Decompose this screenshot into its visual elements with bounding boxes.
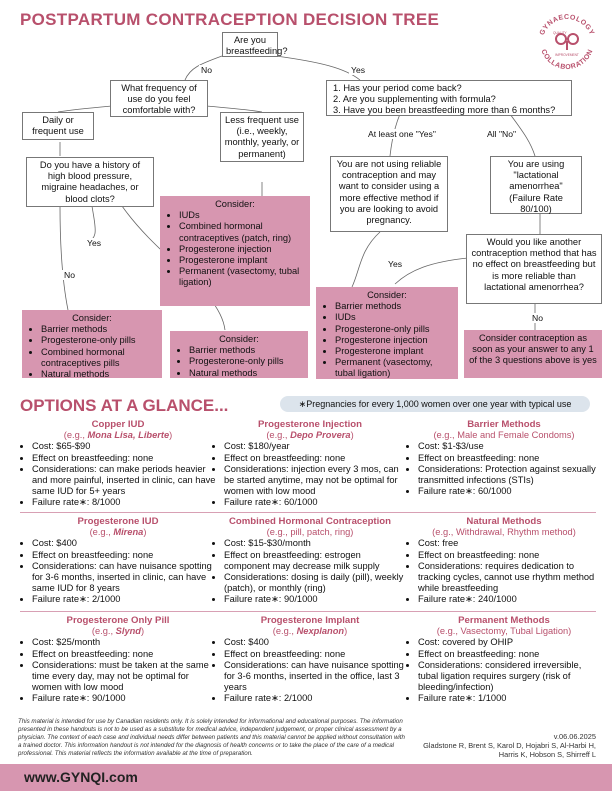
option-detail: • Failure rate∗: 60/1000 [418, 486, 602, 497]
option-detail: • Considerations: requires dedication to tracking cycles, cannot use rhythm method while breastfeeding [418, 561, 602, 595]
q-three-line: 1. Has your period come back? [333, 83, 462, 93]
option-detail: • Cost: covered by OHIP [418, 637, 602, 648]
option-detail: • Failure rate∗: 2/1000 [224, 693, 408, 704]
option-title: Progesterone Injection [258, 419, 362, 430]
logo-bottom-text: COLLABORATION [539, 48, 595, 72]
consider-yes-history-box [170, 331, 308, 378]
option-example [212, 527, 408, 538]
option-example [212, 626, 408, 637]
option-detail: • Failure rate∗: 90/1000 [224, 594, 408, 605]
option-detail: • Failure rate∗: 240/1000 [418, 594, 602, 605]
option-detail: • Effect on breastfeeding: none [32, 550, 216, 561]
option-detail: • Considerations: injection every 3 mos, can be started anytime, may not be optimal for women with low mood [224, 464, 408, 498]
logo-quality-text: QUALITY [553, 31, 567, 35]
option-example [20, 527, 216, 538]
q-history-box [26, 157, 154, 207]
example-brand: Depo Provera [290, 430, 351, 441]
options-title: OPTIONS AT A GLANCE... [20, 396, 229, 415]
list-item: • Combined hormonal contraceptives pills [41, 347, 156, 369]
list-item: • Permanent (vasectomy, tubal ligation) [179, 266, 304, 288]
daily-use-box [22, 112, 94, 140]
option-title: Copper IUD [91, 419, 145, 430]
list-item: • Combined hormonal contraceptives (patch, ring) [179, 221, 304, 243]
logo-top-text: GYNAECOLOGY [538, 13, 596, 37]
option-detail: • Cost: $15-$30/month [224, 538, 408, 549]
not-reliable-box [330, 156, 448, 232]
authors: Gladstone R, Brent S, Karol D, Hojabri S, Al-Harbi H, Harris K, Hobson S, Shirreff L [423, 741, 596, 759]
q-history-text: Do you have a history of high blood pressure, migraine headaches, or blood clots? [39, 160, 141, 204]
example-brand: Mona Lisa, Liberte [87, 430, 170, 441]
website-link[interactable]: www.GYNQI.com [24, 769, 138, 785]
list-item: • Progesterone-only pills [189, 356, 302, 367]
logo-improvement-text: IMPROVEMENT [555, 53, 579, 57]
list-item: • Barrier methods [335, 301, 452, 312]
option-detail: • Failure rate∗: 2/1000 [32, 594, 216, 605]
consider-heading: Consider: [72, 313, 112, 323]
option-detail: • Cost: $400 [224, 637, 408, 648]
example-suffix: ) [350, 430, 354, 441]
option-card [406, 419, 602, 497]
q-frequency-text: What frequency of use do you feel comfortable with? [121, 83, 197, 116]
consider-no-history-box [22, 310, 162, 378]
consider-less-frequent-box [160, 196, 310, 306]
option-card [212, 615, 408, 705]
example-prefix: (e.g., [266, 430, 291, 441]
example-brand: (e.g., Male and Female Condoms) [433, 430, 575, 441]
example-suffix: ) [344, 626, 348, 637]
option-title: Natural Methods [466, 516, 542, 527]
option-card [20, 615, 216, 705]
all-no-label: All "No" [487, 129, 517, 139]
list-item: • Progesterone implant [335, 346, 452, 357]
option-card [20, 516, 216, 606]
option-title: Progesterone Implant [260, 615, 360, 626]
list-item: • Permanent (vasectomy, tubal ligation) [335, 357, 452, 379]
q-frequency-box [110, 80, 208, 117]
option-detail: • Failure rate∗: 90/1000 [32, 693, 216, 704]
q-breastfeeding-box [222, 32, 288, 57]
q-another-box [466, 234, 602, 304]
option-detail: • Considerations: can make periods heavier and more painful, inserted in clinic, can have same IUD for 5+ years [32, 464, 216, 498]
option-title: Permanent Methods [458, 615, 550, 626]
consider-soon-box [464, 330, 602, 378]
less-frequent-box [220, 112, 304, 162]
option-detail: • Effect on breastfeeding: none [32, 453, 216, 464]
page-title: POSTPARTUM CONTRACEPTION DECISION TREE [20, 10, 440, 29]
option-detail: • Effect on breastfeeding: none [224, 453, 408, 464]
list-item: • Barrier methods [41, 324, 156, 335]
version-authors [420, 732, 596, 759]
option-title: Combined Hormonal Contraception [228, 516, 392, 527]
list-item: • IUDs [179, 210, 304, 221]
example-prefix: (e.g., [91, 626, 116, 637]
lactational-box [490, 156, 582, 214]
example-brand: (e.g., pill, patch, ring) [266, 527, 354, 538]
option-example [212, 430, 408, 441]
list-item: • Progesterone-only pills [41, 335, 156, 346]
option-detail: • Effect on breastfeeding: none [418, 649, 602, 660]
option-example [406, 626, 602, 637]
option-card [212, 516, 408, 606]
option-detail: • Considerations: considered irreversible, tubal ligation requires surgery (risk of bleeding/infection) [418, 660, 602, 694]
no-label-history: No [64, 270, 75, 280]
list-item: • IUDs [335, 312, 452, 323]
option-card [20, 419, 216, 509]
option-detail: • Cost: free [418, 538, 602, 549]
option-detail: • Considerations: dosing is daily (pill), weekly (patch), or monthly (ring) [224, 572, 408, 594]
example-brand: (e.g., Withdrawal, Rhythm method) [432, 527, 576, 538]
option-detail: • Effect on breastfeeding: none [418, 550, 602, 561]
example-suffix: ) [169, 430, 173, 441]
at-least-one-label: At least one "Yes" [368, 129, 436, 139]
yes-label-history: Yes [87, 238, 102, 248]
option-detail: • Failure rate∗: 8/1000 [32, 497, 216, 508]
list-item: • Progesterone injection [335, 335, 452, 346]
option-detail: • Considerations: Protection against sexually transmitted infections (STIs) [418, 464, 602, 486]
option-detail: • Effect on breastfeeding: none [224, 649, 408, 660]
example-brand: (e.g., Vasectomy, Tubal Ligation) [436, 626, 572, 637]
yes-label: Yes [351, 65, 366, 75]
consider-breastfeeding-box [316, 287, 458, 379]
q-another-text: Would you like another contraception method that has no effect on breastfeeding but is more reliable than lactational amenorrhea? [471, 237, 597, 292]
not-reliable-text: You are not using reliable contraception and may want to consider using a more effective method if you are looking to avoid pregnancy. [336, 159, 442, 226]
daily-use-text: Daily or frequent use [32, 115, 84, 137]
option-detail: • Considerations: must be taken at the same time every day, may not be optimal for women with low mood [32, 660, 216, 694]
list-item: • Barrier methods [189, 345, 302, 356]
option-detail: • Failure rate∗: 60/1000 [224, 497, 408, 508]
no-label: No [201, 65, 212, 75]
option-detail: • Effect on breastfeeding: estrogen component may decrease milk supply [224, 550, 408, 572]
consider-heading: Consider: [215, 199, 255, 209]
consider-heading: Consider: [219, 334, 259, 344]
option-card [212, 419, 408, 509]
consider-soon-text: Consider contraception as soon as your answer to any 1 of the 3 questions above is yes [469, 333, 597, 366]
disclaimer: This material is intended for use by Canadian residents only. It is solely intended for informational and educational purposes. The information presented in these handouts is not to be used as a substitute for medical advice, independent judgement, or proper clinical assessment by a physician. The context of each case and individual needs differ between patients and this material cannot be applied without consultation with a trained doctor. This information handout is not intended for the diagnosis of health concerns or to take the place of the care of a medical professional. This material reflects the information available at the time of preparation. [18, 718, 405, 757]
row-divider [20, 512, 596, 513]
example-brand: Nexplanon [296, 626, 345, 637]
example-prefix: (e.g., [89, 527, 114, 538]
list-item: • Progesterone-only pills [335, 324, 452, 335]
option-detail: • Cost: $180/year [224, 441, 408, 452]
option-detail: • Effect on breastfeeding: none [32, 649, 216, 660]
list-item: • Progesterone implant [179, 255, 304, 266]
example-prefix: (e.g., [63, 430, 88, 441]
q-breastfeeding-text: Are you breastfeeding? [226, 35, 288, 57]
example-suffix: ) [140, 626, 145, 637]
option-title: Progesterone Only Pill [66, 615, 170, 626]
option-detail: • Effect on breastfeeding: none [418, 453, 602, 464]
list-item: • Natural methods [189, 368, 302, 379]
row-divider [20, 611, 596, 612]
less-frequent-text: Less frequent use (i.e., weekly, monthly, yearly, or permanent) [224, 115, 300, 159]
option-detail: • Considerations: can have nuisance spotting for 3-6 months, inserted in the office, last 3 years [224, 660, 408, 694]
option-title: Barrier Methods [467, 419, 541, 430]
q-three-line: 3. Have you been breastfeeding more than 6 months? [333, 105, 556, 116]
option-detail: • Failure rate∗: 1/1000 [418, 693, 602, 704]
option-example [20, 430, 216, 441]
option-example [406, 527, 602, 538]
example-brand: Mirena [113, 527, 144, 538]
option-detail: • Cost: $1-$3/use [418, 441, 602, 452]
lactational-text: You are using "lactational amenorrhea" (Failure Rate 80/100) [507, 159, 565, 214]
option-detail: • Cost: $65-$90 [32, 441, 216, 452]
option-example [406, 430, 602, 441]
version: v.06.06.2025 [553, 732, 596, 741]
list-item: • Natural methods [41, 369, 156, 380]
example-brand: Slynd [115, 626, 141, 637]
option-example [20, 626, 216, 637]
typical-use-note: ∗Pregnancies for every 1,000 women over one year with typical use [280, 396, 590, 412]
option-card [406, 615, 602, 705]
yes-label-another: Yes [388, 259, 403, 269]
no-label-another: No [532, 313, 543, 323]
consider-heading: Consider: [367, 290, 407, 300]
option-detail: • Cost: $400 [32, 538, 216, 549]
example-suffix: ) [143, 527, 147, 538]
option-detail: • Considerations: can have nuisance spotting for 3-6 months, inserted in clinic, can have same IUD for 8 years [32, 561, 216, 595]
option-card [406, 516, 602, 606]
q-three-line: 2. Are you supplementing with formula? [333, 94, 496, 105]
q-three-box [326, 80, 572, 116]
list-item: • Progesterone injection [179, 244, 304, 255]
option-detail: • Cost: $25/month [32, 637, 216, 648]
option-title: Progesterone IUD [77, 516, 159, 527]
example-prefix: (e.g., [272, 626, 297, 637]
